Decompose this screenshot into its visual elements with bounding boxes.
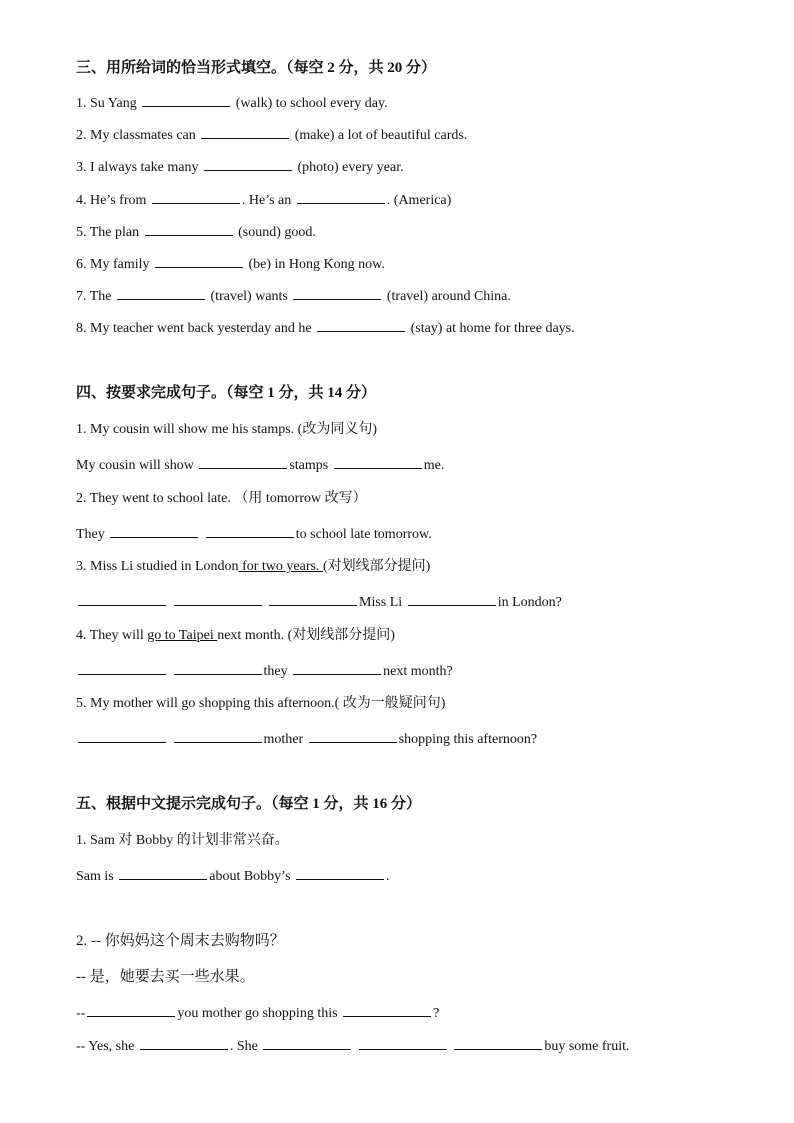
answer-blank[interactable] xyxy=(78,730,166,743)
s4-question-2: 2. They went to school late. （用 tomorrow 改写） xyxy=(76,491,367,506)
answer-blank[interactable] xyxy=(293,662,381,675)
answer-blank[interactable] xyxy=(174,662,262,675)
answer-blank[interactable] xyxy=(293,287,381,300)
answer-blank[interactable] xyxy=(454,1037,542,1050)
s4-answer-3: Miss Li in London? xyxy=(76,593,562,612)
answer-blank[interactable] xyxy=(78,593,166,606)
s4-question-4: 4. They will go to Taipei next month. (对划线部分提问) xyxy=(76,628,395,643)
s3-question-4: 4. He’s from . He’s an . (America) xyxy=(76,193,452,208)
s4-answer-2: They to school late tomorrow. xyxy=(76,527,432,542)
answer-blank[interactable] xyxy=(140,1037,228,1050)
answer-blank[interactable] xyxy=(297,191,385,204)
s3-question-7: 7. The (travel) wants (travel) around China. xyxy=(76,289,511,304)
underlined-phrase: for two years. xyxy=(238,559,323,574)
answer-blank[interactable] xyxy=(201,126,289,139)
answer-blank[interactable] xyxy=(408,593,496,606)
answer-blank[interactable] xyxy=(296,867,384,880)
answer-blank[interactable] xyxy=(174,593,262,606)
s4-answer-5: mother shopping this afternoon? xyxy=(76,730,537,749)
underlined-phrase: go to Taipei xyxy=(147,628,218,643)
answer-blank[interactable] xyxy=(263,1037,351,1050)
s3-question-5: 5. The plan (sound) good. xyxy=(76,225,316,240)
s3-question-2: 2. My classmates can (make) a lot of beautiful cards. xyxy=(76,128,468,143)
section-5-title: 五、根据中文提示完成句子。（每空 1 分，共 16 分） xyxy=(76,796,422,812)
answer-blank[interactable] xyxy=(110,525,198,538)
s4-answer-4: they next month? xyxy=(76,662,453,681)
s4-answer-1: My cousin will show stamps me. xyxy=(76,458,445,473)
s5-answer-2a: -- you mother go shopping this ? xyxy=(76,1006,440,1021)
section-4-title: 四、按要求完成句子。（每空 1 分，共 14 分） xyxy=(76,385,377,401)
answer-blank[interactable] xyxy=(87,1004,175,1017)
answer-blank[interactable] xyxy=(145,223,233,236)
answer-blank[interactable] xyxy=(359,1037,447,1050)
answer-blank[interactable] xyxy=(152,191,240,204)
s3-question-6: 6. My family (be) in Hong Kong now. xyxy=(76,257,385,272)
s3-question-3: 3. I always take many (photo) every year. xyxy=(76,160,404,175)
answer-blank[interactable] xyxy=(142,94,230,107)
s5-question-2: 2. -- 你妈妈这个周末去购物吗？ xyxy=(76,933,285,949)
answer-blank[interactable] xyxy=(199,456,287,469)
answer-blank[interactable] xyxy=(78,662,166,675)
s4-question-5: 5. My mother will go shopping this afternoon.( 改为一般疑问句) xyxy=(76,696,446,711)
s4-question-1: 1. My cousin will show me his stamps. (改为同义句) xyxy=(76,422,377,437)
answer-blank[interactable] xyxy=(317,319,405,332)
answer-blank[interactable] xyxy=(334,456,422,469)
s5-question-1: 1. Sam 对 Bobby 的计划非常兴奋。 xyxy=(76,833,289,848)
answer-blank[interactable] xyxy=(174,730,262,743)
s3-question-8: 8. My teacher went back yesterday and he (stay) at home for three days. xyxy=(76,321,575,336)
s5-answer-1: Sam is about Bobby’s . xyxy=(76,869,390,884)
s5-answer-2b: -- Yes, she . She buy some fruit. xyxy=(76,1039,630,1054)
answer-blank[interactable] xyxy=(343,1004,431,1017)
answer-blank[interactable] xyxy=(119,867,207,880)
s4-question-3: 3. Miss Li studied in London for two years. (对划线部分提问) xyxy=(76,559,431,574)
answer-blank[interactable] xyxy=(269,593,357,606)
answer-blank[interactable] xyxy=(155,255,243,268)
s5-question-2-reply: -- 是，她要去买一些水果。 xyxy=(76,969,255,985)
section-3-title: 三、用所给词的恰当形式填空。（每空 2 分，共 20 分） xyxy=(76,60,437,76)
answer-blank[interactable] xyxy=(204,158,292,171)
answer-blank[interactable] xyxy=(206,525,294,538)
s3-question-1: 1. Su Yang (walk) to school every day. xyxy=(76,96,388,111)
answer-blank[interactable] xyxy=(309,730,397,743)
answer-blank[interactable] xyxy=(117,287,205,300)
